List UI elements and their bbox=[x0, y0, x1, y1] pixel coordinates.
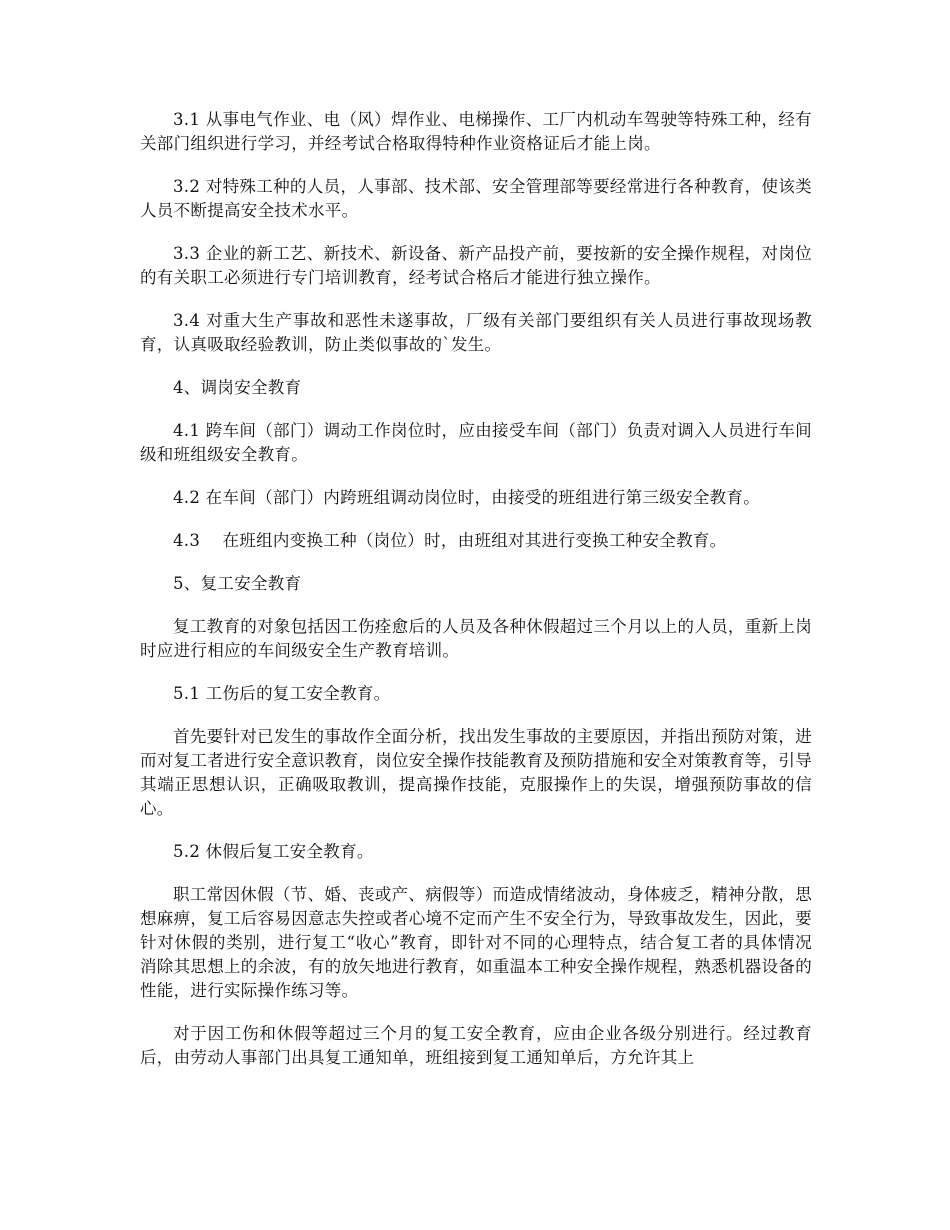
paragraph-closing: 对于因工伤和休假等超过三个月的复工安全教育，应由企业各级分别进行。经过教育后，由劳动人事部门出具复工通知单，班组接到复工通知单后，方允许其上 bbox=[140, 1024, 812, 1067]
paragraph-3-3: 3.3 企业的新工艺、新技术、新设备、新产品投产前，要按新的安全操作规程，对岗位的有关职工必须进行专门培训教育，经考试合格后才能进行独立操作。 bbox=[140, 244, 812, 287]
paragraph-3-1: 3.1 从事电气作业、电（风）焊作业、电梯操作、工厂内机动车驾驶等特殊工种，经有关部门组织进行学习，并经考试合格取得特种作业资格证后才能上岗。 bbox=[140, 110, 812, 153]
section-heading-5: 5、复工安全教育 bbox=[173, 574, 302, 593]
paragraph-5-1-heading: 5.1 工伤后的复工安全教育。 bbox=[173, 684, 391, 703]
paragraph-5-2-body: 职工常因休假（节、婚、丧或产、病假等）而造成情绪波动，身体疲乏，精神分散，思想麻痹，复工后容易因意志失控或者心境不定而产生不安全行为，导致事故发生，因此，要针对休假的类别，进行复工“收心”教育，即针对不同的心理特点，结合复工者的具体情况消除其思想上的余波，有的放矢地进行教育，如重温本工种安全操作规程，熟悉机器设备的性能，进行实际操作练习等。 bbox=[140, 885, 812, 1000]
paragraph-5-2-heading: 5.2 休假后复工安全教育。 bbox=[173, 842, 374, 861]
paragraph-4-2: 4.2 在车间（部门）内跨班组调动岗位时，由接受的班组进行第三级安全教育。 bbox=[173, 488, 761, 507]
document-page bbox=[140, 108, 812, 1089]
paragraph-3-2: 3.2 对特殊工种的人员，人事部、技术部、安全管理部等要经常进行各种教育，使该类人员不断提高安全技术水平。 bbox=[140, 177, 812, 220]
paragraph-4-3: 4.3 在班组内变换工种（岗位）时，由班组对其进行变换工种安全教育。 bbox=[173, 531, 727, 550]
paragraph-4-1: 4.1 跨车间（部门）调动工作岗位时，应由接受车间（部门）负责对调入人员进行车间级和班组级安全教育。 bbox=[140, 421, 812, 464]
paragraph-5-intro: 复工教育的对象包括因工伤痊愈后的人员及各种休假超过三个月以上的人员，重新上岗时应进行相应的车间级安全生产教育培训。 bbox=[140, 617, 812, 660]
section-heading-4: 4、调岗安全教育 bbox=[173, 378, 302, 397]
paragraph-5-1-body: 首先要针对已发生的事故作全面分析，找出发生事故的主要原因，并指出预防对策，进而对复工者进行安全意识教育，岗位安全操作技能教育及预防措施和安全对策教育等，引导其端正思想认识，正确吸取教训，提高操作技能，克服操作上的失误，增强预防事故的信心。 bbox=[140, 727, 812, 818]
paragraph-3-4: 3.4 对重大生产事故和恶性未遂事故，厂级有关部门要组织有关人员进行事故现场教育，认真吸取经验教训，防止类似事故的`发生。 bbox=[140, 311, 812, 354]
